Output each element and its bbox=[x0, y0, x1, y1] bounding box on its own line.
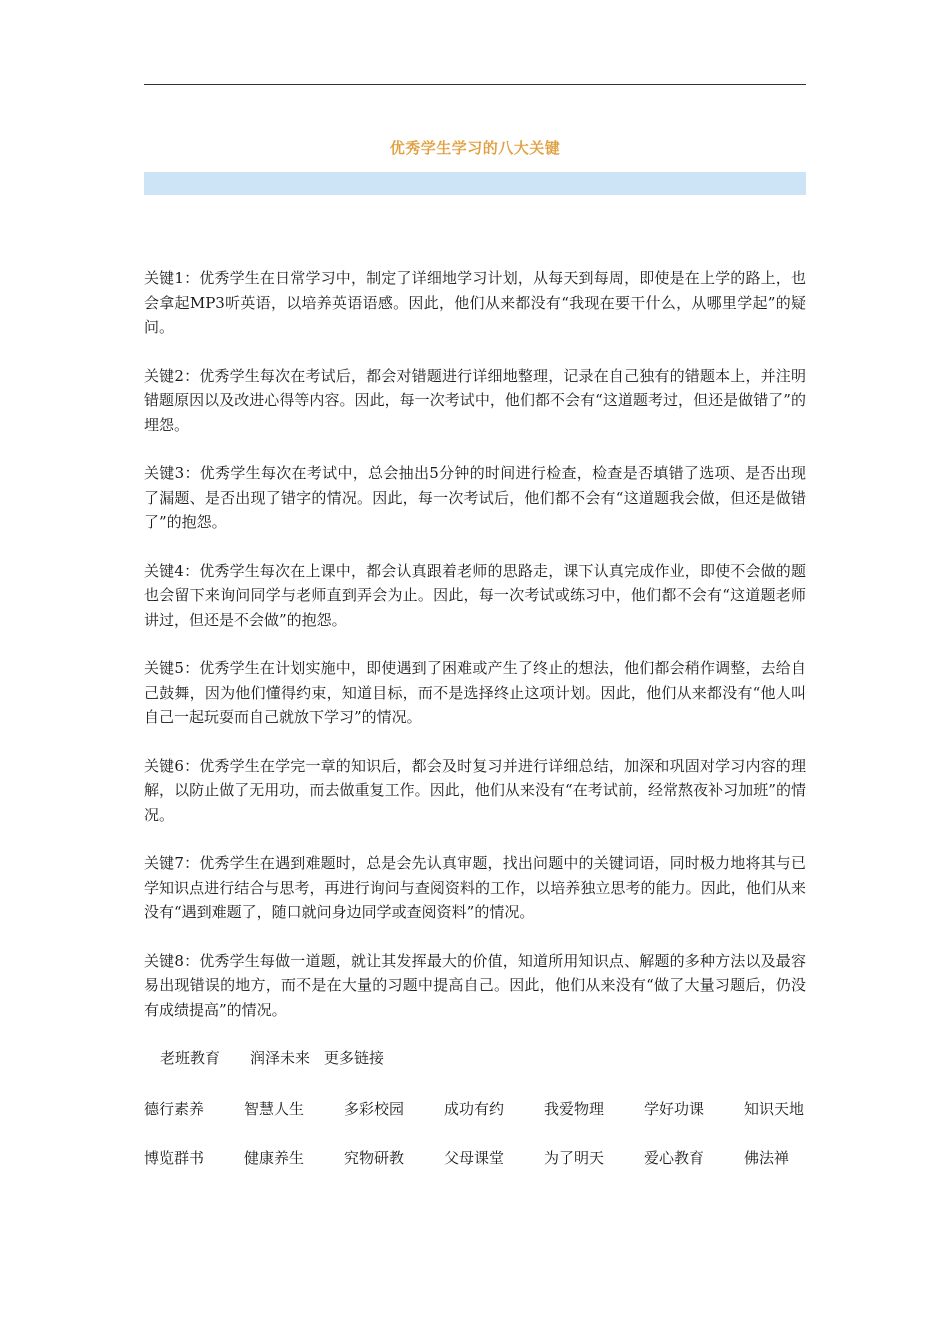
link-row-2 bbox=[144, 1146, 806, 1171]
link-item[interactable]: 学好功课 bbox=[644, 1099, 705, 1118]
link-item[interactable]: 爱心教育 bbox=[644, 1149, 705, 1167]
link-item[interactable]: 我爱物理 bbox=[544, 1099, 605, 1118]
link-item[interactable]: 德行素养 bbox=[144, 1099, 205, 1118]
paragraph-key-4: 关键4：优秀学生每次在上课中，都会认真跟着老师的思路走，课下认真完成作业，即使不会做的题也会留下来询问同学与老师直到弄会为止。因此，每一次考试或练习中，他们都不会有“这道题老师讲过，但还是不会做”的抱怨。 bbox=[144, 561, 806, 629]
title-band bbox=[144, 172, 806, 195]
link-item[interactable]: 健康养生 bbox=[244, 1149, 305, 1167]
paragraph-key-2: 关键2：优秀学生每次在考试后，都会对错题进行详细地整理，记录在自己独有的错题本上，并注明错题原因以及改进心得等内容。因此，每一次考试中，他们都不会有“这道题考过，但还是做错了”的埋怨。 bbox=[144, 366, 806, 434]
link-item[interactable]: 究物研教 bbox=[344, 1149, 405, 1167]
link-item[interactable]: 父母课堂 bbox=[444, 1149, 505, 1167]
paragraph-key-7: 关键7：优秀学生在遇到难题时，总是会先认真审题，找出问题中的关键词语，同时极力地将其与已学知识点进行结合与思考，再进行询问与查阅资料的工作，以培养独立思考的能力。因此，他们从来没有“遇到难题了，随口就问身边同学或查阅资料”的情况。 bbox=[144, 854, 806, 921]
paragraph-key-5: 关键5：优秀学生在计划实施中，即使遇到了困难或产生了终止的想法，他们都会稍作调整，去给自己鼓舞，因为他们懂得约束，知道目标，而不是选择终止这项计划。因此，他们从来都没有“他人叫自己一起玩耍而自己就放下学习”的情况。 bbox=[144, 659, 806, 726]
article-body bbox=[144, 266, 806, 1196]
paragraph-key-6: 关键6：优秀学生在学完一章的知识后，都会及时复习并进行详细总结，加深和巩固对学习内容的理解，以防止做了无用功，而去做重复工作。因此，他们从来没有“在考试前，经常熬夜补习加班”的情况。 bbox=[144, 756, 806, 824]
paragraph-key-8: 关键8：优秀学生每做一道题，就让其发挥最大的价值，知道所用知识点、解题的多种方法以及最容易出现错误的地方，而不是在大量的习题中提高自己。因此，他们从来没有“做了大量习题后，仍没有成绩提高”的情况。 bbox=[144, 951, 806, 1019]
link-item[interactable]: 博览群书 bbox=[144, 1149, 205, 1167]
link-item[interactable]: 成功有约 bbox=[444, 1099, 505, 1118]
link-item[interactable]: 佛法禅 bbox=[744, 1149, 790, 1167]
link-laoban[interactable]: 老班教育 bbox=[160, 1049, 221, 1067]
link-item[interactable]: 多彩校园 bbox=[344, 1099, 405, 1118]
top-rule bbox=[144, 84, 806, 85]
article-title: 优秀学生学习的八大关键 bbox=[389, 139, 561, 157]
link-item[interactable]: 为了明天 bbox=[544, 1149, 605, 1167]
paragraph-key-1: 关键1：优秀学生在日常学习中，制定了详细地学习计划，从每天到每周，即使是在上学的路上，也会拿起MP3听英语，以培养英语语感。因此，他们从来都没有“我现在要干什么，从哪里学起”的疑问。 bbox=[144, 269, 806, 336]
link-more[interactable]: 更多链接 bbox=[324, 1049, 385, 1067]
link-row-1 bbox=[144, 1097, 806, 1122]
links-header bbox=[160, 1046, 806, 1071]
link-item[interactable]: 智慧人生 bbox=[244, 1099, 305, 1118]
link-item[interactable]: 知识天地 bbox=[744, 1099, 805, 1118]
paragraph-key-3: 关键3：优秀学生每次在考试中，总会抽出5分钟的时间进行检查，检查是否填错了选项、是否出现了漏题、是否出现了错字的情况。因此，每一次考试后，他们都不会有“这道题我会做，但还是做错了”的抱怨。 bbox=[144, 464, 806, 531]
link-runze[interactable]: 润泽未来 bbox=[250, 1049, 311, 1067]
